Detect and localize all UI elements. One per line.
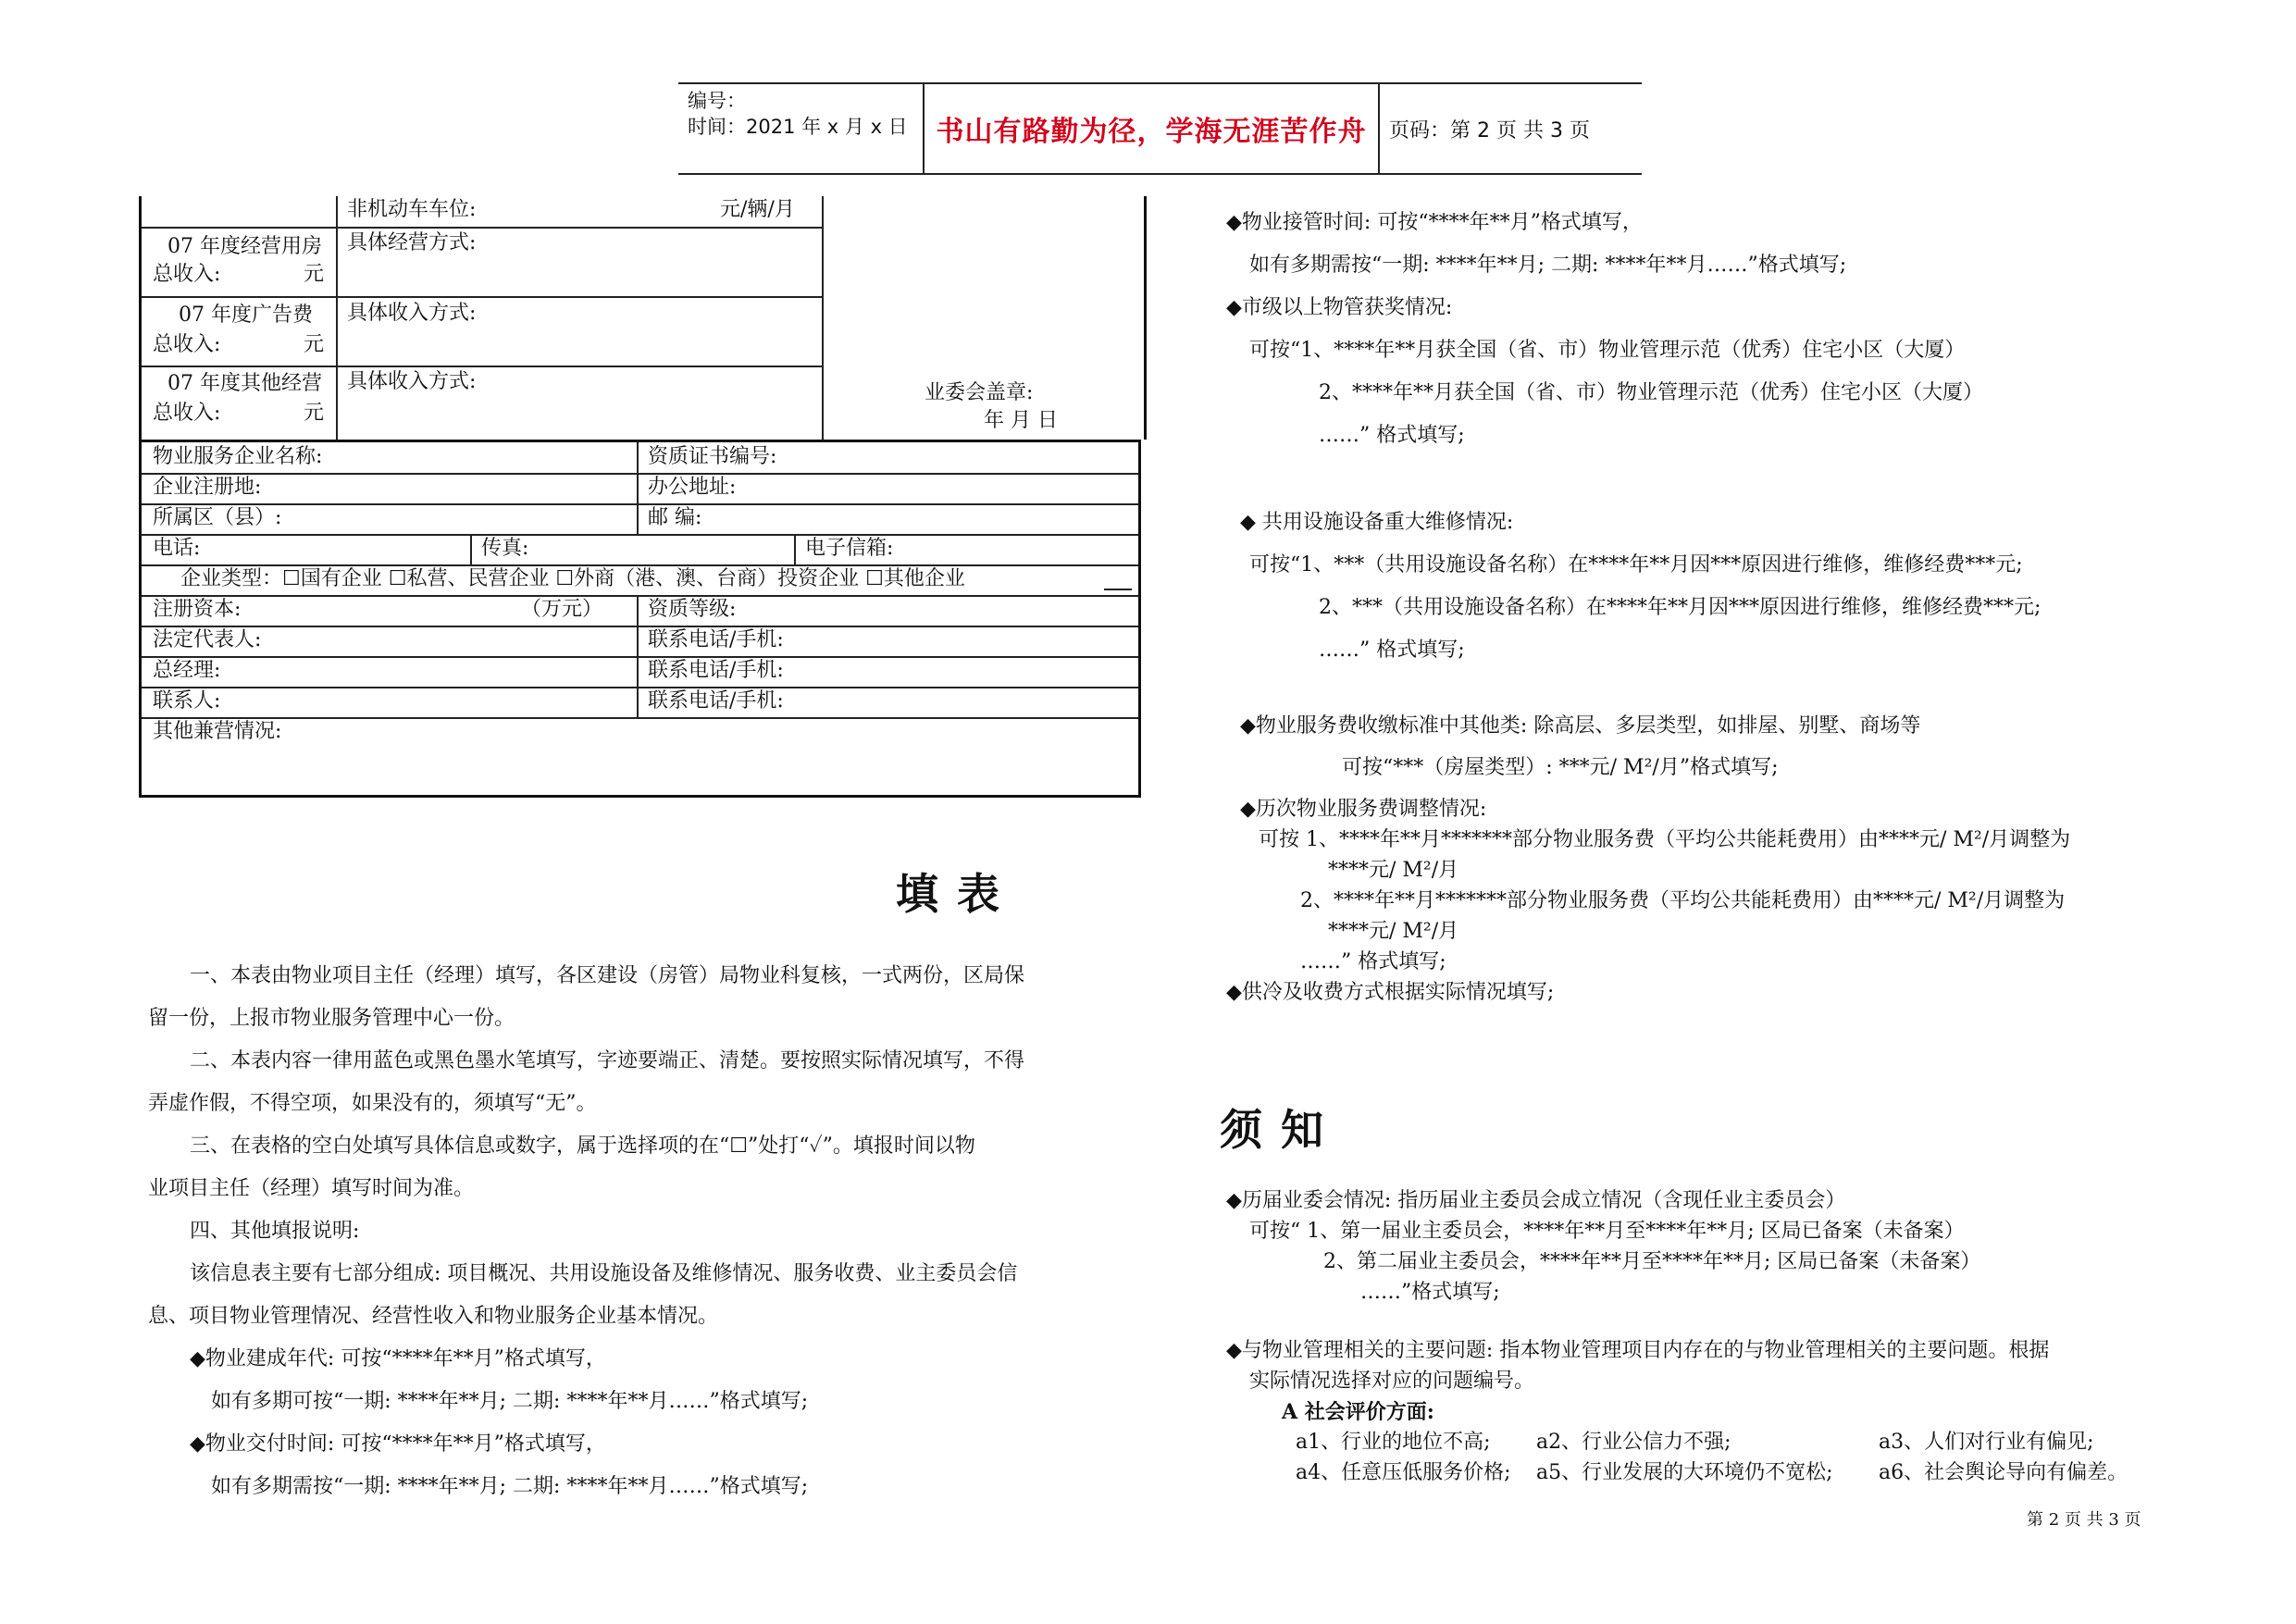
- instruction-line: ……” 格式填写;: [1300, 950, 1446, 973]
- income-row-total: 总收入:: [153, 402, 221, 425]
- header-motto: 书山有路勤为径，学海无涯苦作舟: [936, 116, 1367, 148]
- contact-phone-label: 联系电话/手机:: [648, 628, 784, 651]
- income-row-title: 07 年度广告费: [179, 304, 313, 327]
- contact-label: 联系人:: [153, 689, 221, 713]
- instruction-line: 可按“***（房屋类型）: ***元/ M²/月”格式填写;: [1342, 756, 1779, 779]
- company-type-line: 企业类型：☐国有企业 ☐私营、民营企业 ☐外商（港、澳、台商）投资企业 ☐其他企业: [180, 567, 965, 590]
- instruction-line: ……” 格式填写;: [1319, 424, 1465, 447]
- instruction-line: 一、本表由物业项目主任（经理）填写，各区建设（房管）局物业科复核，一式两份，区局保: [190, 964, 1025, 987]
- income-row-unit: 元: [304, 263, 325, 286]
- instruction-line: 实际情况选择对应的问题编号。: [1249, 1370, 1535, 1393]
- instruction-line: 2、****年**月获全国（省、市）物业管理示范（优秀）住宅小区（大厦）: [1319, 381, 1983, 404]
- instruction-line: 2、****年**月*******部分物业服务费（平均公共能耗费用）由****元/ M²/月调整为: [1300, 889, 2066, 912]
- header-motto-cell: [923, 84, 1380, 173]
- header-page-cell: [1378, 84, 1642, 173]
- issue-item: a4、任意压低服务价格;: [1296, 1461, 1511, 1484]
- nonmotor-unit: 元/辆/月: [720, 198, 795, 221]
- income-row-title: 07 年度经营用房: [168, 235, 322, 258]
- instruction-line: ◆历届业委会情况: 指历届业主委员会成立情况（含现任业主委员会）: [1226, 1189, 1846, 1212]
- issue-item: a5、行业发展的大环境仍不宽松;: [1536, 1461, 1833, 1484]
- phone-label: 电话:: [153, 537, 201, 560]
- header-meta: [678, 84, 923, 173]
- footer-page-number: 第 2 页 共 3 页: [2027, 1510, 2141, 1530]
- instruction-line: 弄虚作假，不得空项，如果没有的，须填写“无”。: [148, 1092, 597, 1115]
- instruction-line: ……”格式填写;: [1360, 1281, 1500, 1304]
- seal-date: 年 月 日: [984, 409, 1058, 432]
- contact-phone-label: 联系电话/手机:: [648, 689, 784, 713]
- instruction-line: 留一份，上报市物业服务管理中心一份。: [148, 1007, 515, 1030]
- income-row-total: 总收入:: [153, 263, 221, 286]
- instruction-line: ◆历次物业服务费调整情况:: [1240, 798, 1487, 821]
- issue-item: a6、社会舆论导向有偏差。: [1879, 1461, 2128, 1484]
- income-row-total: 总收入:: [153, 333, 221, 356]
- header-number: 编号：: [688, 90, 746, 112]
- instruction-line: ◆物业交付时间: 可按“****年**月”格式填写，: [190, 1432, 606, 1456]
- reg-capital-unit: （万元）: [521, 598, 603, 621]
- issue-item: a3、人们对行业有偏见;: [1879, 1431, 2094, 1454]
- instruction-line: 可按“1、***（共用设施设备名称）在****年**月因***原因进行维修，维修经费***元;: [1249, 553, 2023, 576]
- instruction-line: ****元/ M²/月: [1328, 920, 1459, 943]
- seal-label: 业委会盖章:: [925, 381, 1034, 404]
- fill-form-title: 填 表: [896, 869, 1002, 919]
- instruction-line: 可按“ 1、第一届业主委员会，****年**月至****年**月; 区局已备案（未备案）: [1249, 1220, 1965, 1243]
- postcode-label: 邮 编:: [648, 506, 702, 529]
- instruction-line: 可按 1、****年**月*******部分物业服务费（平均公共能耗费用）由****元/ M²/月调整为: [1259, 828, 2071, 851]
- income-form: [139, 196, 1147, 440]
- income-row-unit: 元: [304, 333, 325, 356]
- district-label: 所属区（县）:: [153, 506, 282, 529]
- cert-no-label: 资质证书编号:: [648, 445, 777, 468]
- instruction-line: 二、本表内容一律用蓝色或黑色墨水笔填写，字迹要端正、清楚。要按照实际情况填写，不得: [190, 1049, 1025, 1072]
- instruction-line: ****元/ M²/月: [1328, 859, 1459, 882]
- income-row-method: 具体收入方式:: [347, 302, 477, 325]
- income-row-unit: 元: [304, 402, 325, 425]
- instruction-line: 该信息表主要有七部分组成: 项目概况、共用设施设备及维修情况、服务收费、业主委员会信: [190, 1262, 1018, 1285]
- instruction-line: 2、***（共用设施设备名称）在****年**月因***原因进行维修，维修经费***元;: [1319, 596, 2042, 619]
- instruction-line: ◆供冷及收费方式根据实际情况填写;: [1226, 981, 1555, 1004]
- office-addr-label: 办公地址:: [648, 476, 737, 499]
- fax-label: 传真:: [481, 537, 529, 560]
- instruction-line: A 社会评价方面:: [1282, 1400, 1434, 1424]
- issue-item: a1、行业的地位不高;: [1296, 1431, 1491, 1454]
- income-row-title: 07 年度其他经营: [168, 372, 322, 395]
- legal-rep-label: 法定代表人:: [153, 628, 262, 651]
- reg-capital-label: 注册资本:: [153, 598, 242, 621]
- instruction-line: 四、其他填报说明:: [190, 1220, 360, 1243]
- instruction-line: 如有多期需按“一期: ****年**月; 二期: ****年**月……”格式填写;: [211, 1475, 809, 1498]
- page-header: [678, 82, 1642, 175]
- instruction-line: 2、第二届业主委员会，****年**月至****年**月; 区局已备案（未备案）: [1323, 1250, 1981, 1273]
- instruction-line: ◆物业接管时间: 可按“****年**月”格式填写，: [1226, 211, 1643, 234]
- qual-level-label: 资质等级:: [648, 598, 737, 621]
- instruction-line: ◆物业建成年代: 可按“****年**月”格式填写，: [190, 1347, 606, 1370]
- instruction-line: ◆ 共用设施设备重大维修情况:: [1240, 511, 1514, 534]
- instruction-line: ◆市级以上物管获奖情况:: [1226, 296, 1453, 319]
- email-label: 电子信箱:: [805, 537, 894, 560]
- instruction-line: 如有多期可按“一期: ****年**月; 二期: ****年**月……”格式填写;: [211, 1390, 809, 1413]
- notice-title: 须 知: [1220, 1105, 1326, 1155]
- instruction-line: 三、在表格的空白处填写具体信息或数字，属于选择项的在“☐”处打“✓”。填报时间以物: [190, 1134, 975, 1158]
- company-name-label: 物业服务企业名称:: [153, 445, 323, 468]
- other-biz-label: 其他兼营情况:: [153, 720, 282, 743]
- instruction-line: 可按“1、****年**月获全国（省、市）物业管理示范（优秀）住宅小区（大厦）: [1249, 339, 1966, 362]
- instruction-line: ◆物业服务费收缴标准中其他类: 除高层、多层类型，如排屋、别墅、商场等: [1240, 714, 1921, 738]
- issue-item: a2、行业公信力不强;: [1536, 1431, 1731, 1454]
- instruction-line: 息、项目物业管理情况、经营性收入和物业服务企业基本情况。: [148, 1305, 719, 1328]
- gm-label: 总经理:: [153, 659, 221, 682]
- income-row-method: 具体经营方式:: [347, 231, 477, 254]
- instruction-line: ◆与物业管理相关的主要问题: 指本物业管理项目内存在的与物业管理相关的主要问题。根据: [1226, 1339, 2050, 1362]
- nonmotor-label: 非机动车车位:: [347, 198, 477, 221]
- instruction-line: ……” 格式填写;: [1319, 638, 1465, 662]
- header-time: 时间：2021 年 x 月 x 日: [688, 116, 908, 138]
- enterprise-form: [139, 440, 1141, 798]
- header-page: 页码：第 2 页 共 3 页: [1389, 118, 1590, 143]
- instruction-line: 如有多期需按“一期: ****年**月; 二期: ****年**月……”格式填写;: [1249, 254, 1847, 277]
- instruction-line: 业项目主任（经理）填写时间为准。: [148, 1177, 475, 1200]
- income-row-method: 具体收入方式:: [347, 370, 477, 393]
- reg-place-label: 企业注册地:: [153, 476, 262, 499]
- contact-phone-label: 联系电话/手机:: [648, 659, 784, 682]
